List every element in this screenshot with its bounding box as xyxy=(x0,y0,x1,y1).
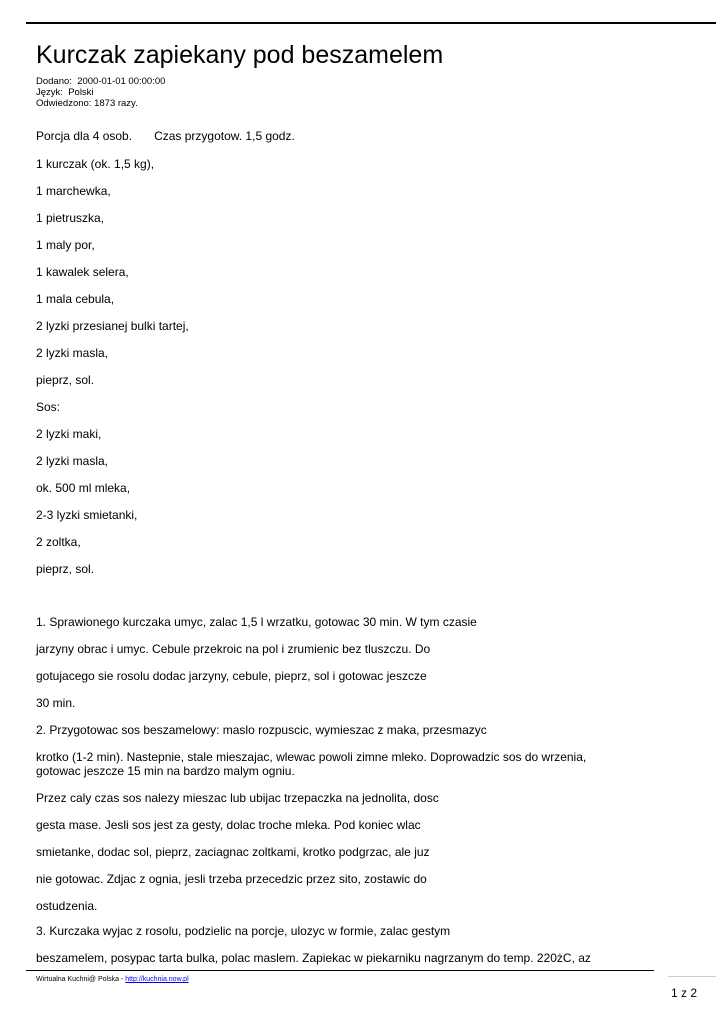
step-line: smietanke, dodac sol, pieprz, zaciagnac zoltkami, krotko podgrzac, ale juz xyxy=(36,845,430,859)
footer-rule xyxy=(26,970,654,971)
step-line: 1. Sprawionego kurczaka umyc, zalac 1,5 l wrzatku, gotowac 30 min. W tym czasie xyxy=(36,615,477,629)
footer-source-label: Wirtualna Kuchni@ Polska - xyxy=(36,976,126,983)
step-line: Przez caly czas sos nalezy mieszac lub ubijac trzepaczka na jednolita, dosc xyxy=(36,791,439,805)
ingredient-line: 2-3 lyzki smietanki, xyxy=(36,508,138,522)
ingredient-line: 1 kurczak (ok. 1,5 kg), xyxy=(36,157,155,171)
step-line: 30 min. xyxy=(36,696,76,710)
step-line: beszamelem, posypac tarta bulka, polac maslem. Zapiekac w piekarniku nagrzanym do temp. 220żC, az xyxy=(36,951,591,965)
meta-added: Dodano: 2000-01-01 00:00:00 xyxy=(36,76,166,87)
ingredient-line: 1 kawalek selera, xyxy=(36,265,129,279)
serving-info xyxy=(36,129,295,143)
step-line: ostudzenia. xyxy=(36,899,98,913)
step-line: nie gotowac. Zdjac z ognia, jesli trzeba przecedzic przez sito, zostawic do xyxy=(36,872,427,886)
ingredient-line: pieprz, sol. xyxy=(36,373,95,387)
footer-source xyxy=(36,975,189,984)
step-line: krotko (1-2 min). Nastepnie, stale mieszajac, wlewac powoli zimne mleko. Doprowadzic sos do wrzenia, xyxy=(36,750,587,764)
step-line: gotujacego sie rosolu dodac jarzyny, cebule, pieprz, sol i gotowac jeszcze xyxy=(36,669,427,683)
top-rule xyxy=(26,22,716,24)
step-line: gesta mase. Jesli sos jest za gesty, dolac troche mleka. Pod koniec wlac xyxy=(36,818,421,832)
ingredient-line: 2 lyzki przesianej bulki tartej, xyxy=(36,319,189,333)
meta-visited: Odwiedzono: 1873 razy. xyxy=(36,98,138,109)
page-title: Kurczak zapiekany pod beszamelem xyxy=(36,41,444,69)
ingredient-line: 2 lyzki masla, xyxy=(36,454,109,468)
ingredient-line: pieprz, sol. xyxy=(36,562,95,576)
ingredient-line: 2 zoltka, xyxy=(36,535,81,549)
meta-language: Język: Polski xyxy=(36,87,94,98)
document-meta xyxy=(36,76,165,109)
ingredient-line: 1 marchewka, xyxy=(36,184,111,198)
sauce-heading: Sos: xyxy=(36,400,61,414)
step-line: gotowac jeszcze 15 min na bardzo malym ogniu. xyxy=(36,764,295,778)
ingredient-line: 2 lyzki maki, xyxy=(36,427,102,441)
ingredient-line: 1 pietruszka, xyxy=(36,211,105,225)
footer-rule-right xyxy=(668,976,716,977)
serving-size: Porcja dla 4 osob. xyxy=(36,129,133,143)
page-number: 1 z 2 xyxy=(670,986,697,1000)
preparation-time: Czas przygotow. 1,5 godz. xyxy=(154,129,295,143)
footer-source-link[interactable]: http://kuchnia.now.pl xyxy=(125,976,189,983)
ingredient-line: 2 lyzki masla, xyxy=(36,346,109,360)
step-line: jarzyny obrac i umyc. Cebule przekroic na pol i zrumienic bez tluszczu. Do xyxy=(36,642,431,656)
step-line: 3. Kurczaka wyjac z rosolu, podzielic na porcje, ulozyc w formie, zalac gestym xyxy=(36,924,451,938)
ingredient-line: ok. 500 ml mleka, xyxy=(36,481,131,495)
step-line: 2. Przygotowac sos beszamelowy: maslo rozpuscic, wymieszac z maka, przesmazyc xyxy=(36,723,487,737)
ingredient-line: 1 mala cebula, xyxy=(36,292,115,306)
ingredient-line: 1 maly por, xyxy=(36,238,95,252)
